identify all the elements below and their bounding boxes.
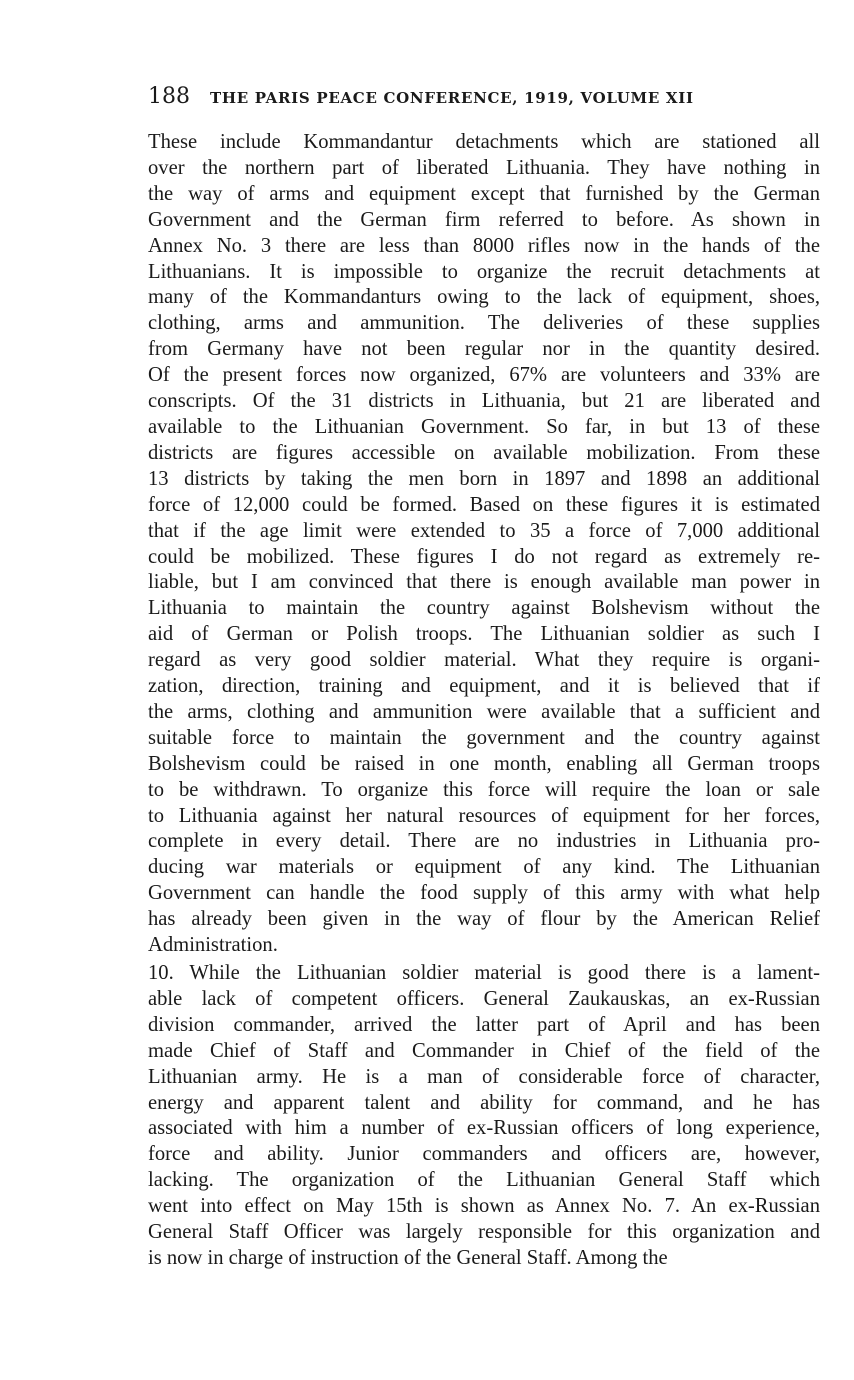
text-line: went into effect on May 15th is shown as Annex No. 7. An ex-Russian: [148, 1195, 820, 1218]
text-line: the way of arms and equipment except that furnished by the German: [148, 182, 820, 205]
page-number: 188: [148, 84, 190, 109]
text-line: that if the age limit were extended to 35 a force of 7,000 additional: [148, 519, 820, 542]
text-line: regard as very good soldier material. What they require is organi-: [148, 649, 820, 672]
document-page: [148, 84, 820, 1272]
text-line: lacking. The organization of the Lithuanian General Staff which: [148, 1169, 820, 1192]
text-line: districts are figures accessible on available mobilization. From these: [148, 441, 820, 464]
text-line: made Chief of Staff and Commander in Chief of the field of the: [148, 1039, 820, 1062]
text-line: force of 12,000 could be formed. Based on these figures it is estimated: [148, 493, 820, 516]
text-line: Lithuania to maintain the country against Bolshevism without the: [148, 597, 820, 620]
text-line: Lithuanians. It is impossible to organize the recruit detachments at: [148, 260, 820, 283]
text-line: many of the Kommandanturs owing to the lack of equipment, shoes,: [148, 286, 820, 309]
text-line: 13 districts by taking the men born in 1897 and 1898 an additional: [148, 467, 820, 490]
text-line: able lack of competent officers. General Zaukauskas, an ex-Russian: [148, 987, 820, 1010]
text-line: associated with him a number of ex-Russian officers of long experience,: [148, 1117, 820, 1140]
text-line: 10. While the Lithuanian soldier material is good there is a lament-: [148, 962, 820, 984]
text-line: conscripts. Of the 31 districts in Lithuania, but 21 are liberated and: [148, 390, 820, 413]
text-line: the arms, clothing and ammunition were available that a sufficient and: [148, 700, 820, 723]
body-paragraph: [148, 130, 820, 959]
text-line: available to the Lithuanian Government. So far, in but 13 of these: [148, 415, 820, 438]
page-header: [148, 84, 820, 116]
text-line: suitable force to maintain the government and the country against: [148, 726, 820, 749]
text-line: force and ability. Junior commanders and officers are, however,: [148, 1143, 820, 1166]
text-line: complete in every detail. There are no industries in Lithuania pro-: [148, 830, 820, 853]
text-line: These include Kommandantur detachments which are stationed all: [148, 131, 820, 153]
text-line: to be withdrawn. To organize this force will require the loan or sale: [148, 778, 820, 801]
text-line: over the northern part of liberated Lithuania. They have nothing in: [148, 156, 820, 179]
text-line: liable, but I am convinced that there is enough available man power in: [148, 571, 820, 594]
text-line: Annex No. 3 there are less than 8000 rifles now in the hands of the: [148, 234, 820, 257]
text-line: aid of German or Polish troops. The Lithuanian soldier as such I: [148, 623, 820, 646]
text-line: Lithuanian army. He is a man of considerable force of character,: [148, 1065, 820, 1088]
text-line: Government can handle the food supply of this army with what help: [148, 882, 820, 905]
text-line: energy and apparent talent and ability for command, and he has: [148, 1091, 820, 1114]
text-line: Administration.: [148, 934, 278, 957]
text-line: ducing war materials or equipment of any kind. The Lithuanian: [148, 856, 820, 879]
text-line: could be mobilized. These figures I do not regard as extremely re-: [148, 545, 820, 568]
text-line: to Lithuania against her natural resources of equipment for her forces,: [148, 804, 820, 827]
text-line: is now in charge of instruction of the General Staff. Among the: [148, 1246, 668, 1269]
text-line: clothing, arms and ammunition. The deliveries of these supplies: [148, 312, 820, 335]
text-line: from Germany have not been regular nor in the quantity desired.: [148, 338, 820, 361]
text-line: division commander, arrived the latter part of April and has been: [148, 1013, 820, 1036]
text-line: zation, direction, training and equipment, and it is believed that if: [148, 675, 820, 698]
text-line: General Staff Officer was largely responsible for this organization and: [148, 1221, 820, 1244]
text-line: has already been given in the way of flour by the American Relief: [148, 908, 820, 931]
text-line: Government and the German firm referred to before. As shown in: [148, 208, 820, 231]
text-line: Bolshevism could be raised in one month, enabling all German troops: [148, 752, 820, 775]
body-paragraph: [148, 961, 820, 1272]
text-line: Of the present forces now organized, 67% are volunteers and 33% are: [148, 364, 820, 387]
running-head: THE PARIS PEACE CONFERENCE, 1919, VOLUME XII: [210, 89, 694, 107]
